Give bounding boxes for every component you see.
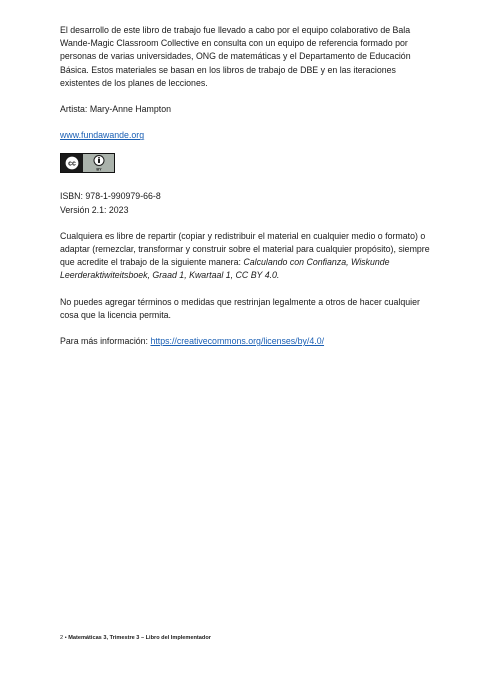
page-footer: [60, 634, 211, 642]
more-info-line: [60, 335, 432, 348]
credits-paragraph: El desarrollo de este libro de trabajo fue llevado a cabo por el equipo colaborativo de Bala Wande-Magic Classroom Collective en consulta con un equipo de referencia formado por personas de varias universidades, ONG de matemáticas y el Departamento de Educación Básica. Estos materiales se basan en los libros de trabajo de DBE y en las iteraciones existentes de los planes de lecciones.: [60, 25, 411, 88]
cc-symbol-text: cc: [68, 161, 76, 169]
page-number: 2: [60, 635, 64, 641]
license-text: Cualquiera es libre de repartir (copiar y redistribuir el material en cualquier medio o formato) o adaptar (remezclar, transformar y construir sobre el material para cualquier propósito), siempre que acredite el trabajo de la siguiente manera:: [60, 230, 430, 268]
creative-commons-icon: [65, 156, 79, 170]
license-link[interactable]: https://creativecommons.org/licenses/by/4.0/: [150, 336, 325, 347]
website-link[interactable]: www.fundawande.org: [60, 130, 145, 141]
version: Versión 2.1: 2023: [60, 204, 129, 215]
isbn: ISBN: 978-1-990979-66-8: [60, 191, 161, 202]
page-content: [60, 24, 432, 348]
restriction-paragraph: No puedes agregar términos o medidas que restrinjan legalmente a otros de hacer cualquier cosa que la licencia permita.: [60, 296, 420, 320]
attribution-icon: [94, 156, 104, 166]
website-line: [60, 129, 432, 142]
by-caption: BY: [96, 167, 102, 172]
footer-separator: •: [64, 635, 67, 641]
license-citation: Calculando con Confianza, Wiskunde Leerderaktiwiteitsboek, Graad 1, Kwartaal 1, CC BY 4.0.: [60, 257, 390, 281]
cc-by-badge[interactable]: [60, 153, 115, 173]
more-info-label: Para más información:: [60, 336, 151, 347]
license-paragraph: [60, 230, 432, 283]
footer-title: Matemáticas 3, Trimestre 3 – Libro del Implementador: [68, 635, 211, 641]
artist-credit: Artista: Mary-Anne Hampton: [60, 104, 171, 115]
